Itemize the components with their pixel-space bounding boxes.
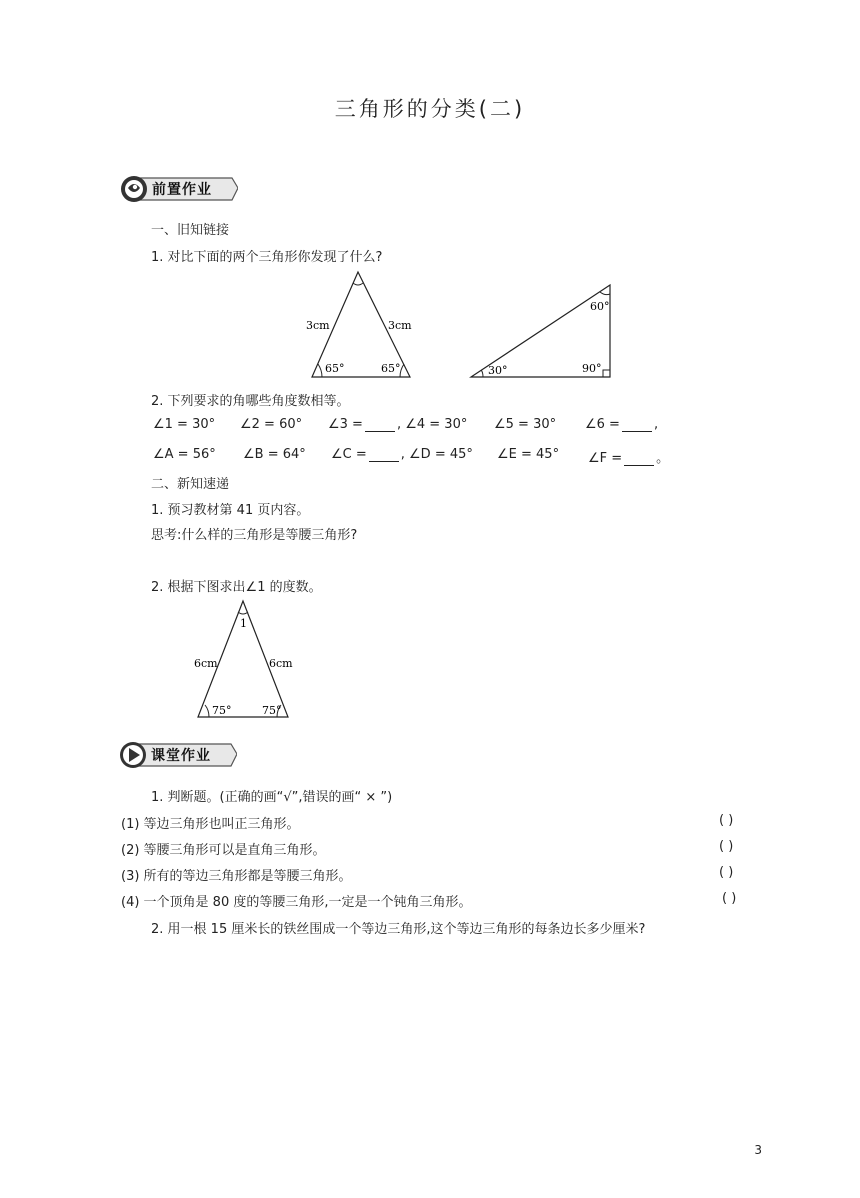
angle-5: ∠5 = 30° <box>494 417 557 432</box>
angle-f-blank[interactable] <box>624 453 654 466</box>
right-triangle-figure <box>466 282 616 382</box>
angle-2: ∠2 = 60° <box>240 417 303 432</box>
angle-a: ∠A = 56° <box>153 447 216 462</box>
tri3-left-angle-label: 75° <box>212 704 232 717</box>
part1-q2: 2. 下列要求的角哪些角度数相等。 <box>151 394 350 409</box>
angle-c-label: ∠C = <box>331 447 367 462</box>
angle-6-blank[interactable] <box>622 419 652 432</box>
part2-heading: 二、新知速递 <box>151 477 230 492</box>
angle-b: ∠B = 64° <box>243 447 306 462</box>
angle-d-label: , ∠D = 45° <box>400 447 473 462</box>
section-badge-class <box>119 740 237 770</box>
judge-answer-3[interactable]: ( ) <box>719 865 734 880</box>
judge-item-4: (4) 一个顶角是 80 度的等腰三角形,一定是一个钝角三角形。 <box>121 895 472 910</box>
angle-6-with-blank <box>585 417 658 432</box>
angle-6-suffix: , <box>653 417 659 432</box>
tri2-left-angle-label: 30° <box>488 364 508 377</box>
tri2-top-angle-label: 60° <box>590 300 610 313</box>
tri3-right-side-label: 6cm <box>269 657 293 670</box>
angle-3-blank[interactable] <box>365 419 395 432</box>
part2-think: 思考:什么样的三角形是等腰三角形? <box>151 528 358 543</box>
section-badge-pre <box>120 174 238 204</box>
tri3-right-angle-label: 75° <box>262 704 282 717</box>
classwork-q1: 1. 判断题。(正确的画“√”,错误的画“ × ”) <box>151 790 393 805</box>
judge-answer-2[interactable]: ( ) <box>719 839 734 854</box>
part2-q2: 2. 根据下图求出∠1 的度数。 <box>151 580 322 595</box>
angle-f-suffix: 。 <box>656 451 670 466</box>
angle-4-label: , ∠4 = 30° <box>396 417 468 432</box>
judge-item-3: (3) 所有的等边三角形都是等腰三角形。 <box>121 869 352 884</box>
angle-6-label: ∠6 = <box>585 417 620 432</box>
tri3-top-label: 1 <box>240 617 247 630</box>
part1-q1: 1. 对比下面的两个三角形你发现了什么? <box>151 250 383 265</box>
tri1-right-angle-label: 65° <box>381 362 401 375</box>
tri1-left-angle-label: 65° <box>325 362 345 375</box>
angle-1: ∠1 = 30° <box>153 417 216 432</box>
tri1-right-side-label: 3cm <box>388 319 412 332</box>
section-label-pre: 前置作业 <box>152 182 212 198</box>
angle-e: ∠E = 45° <box>497 447 560 462</box>
page-number: 3 <box>754 1143 762 1157</box>
judge-item-2: (2) 等腰三角形可以是直角三角形。 <box>121 843 326 858</box>
angle-3-with-blank <box>328 417 467 432</box>
judge-item-1: (1) 等边三角形也叫正三角形。 <box>121 817 300 832</box>
angle-c-blank[interactable] <box>369 449 399 462</box>
part2-q1: 1. 预习教材第 41 页内容。 <box>151 503 310 518</box>
tri1-left-side-label: 3cm <box>306 319 330 332</box>
isosceles-triangle-2-figure <box>190 597 300 722</box>
isosceles-triangle-figure <box>300 268 420 383</box>
angle-f-with-blank <box>588 447 669 466</box>
tri2-right-angle-label: 90° <box>582 362 602 375</box>
angle-f-label: ∠F = <box>588 451 623 466</box>
angle-c-with-blank <box>331 447 473 462</box>
judge-answer-1[interactable]: ( ) <box>719 813 734 828</box>
page-title: 三角形的分类(二) <box>334 97 526 121</box>
part1-heading: 一、旧知链接 <box>151 223 230 238</box>
tri3-left-side-label: 6cm <box>194 657 218 670</box>
section-label-class: 课堂作业 <box>151 748 211 764</box>
judge-answer-4[interactable]: ( ) <box>722 891 737 906</box>
classwork-q2: 2. 用一根 15 厘米长的铁丝围成一个等边三角形,这个等边三角形的每条边长多少厘米? <box>151 922 646 937</box>
angle-3-label: ∠3 = <box>328 417 363 432</box>
